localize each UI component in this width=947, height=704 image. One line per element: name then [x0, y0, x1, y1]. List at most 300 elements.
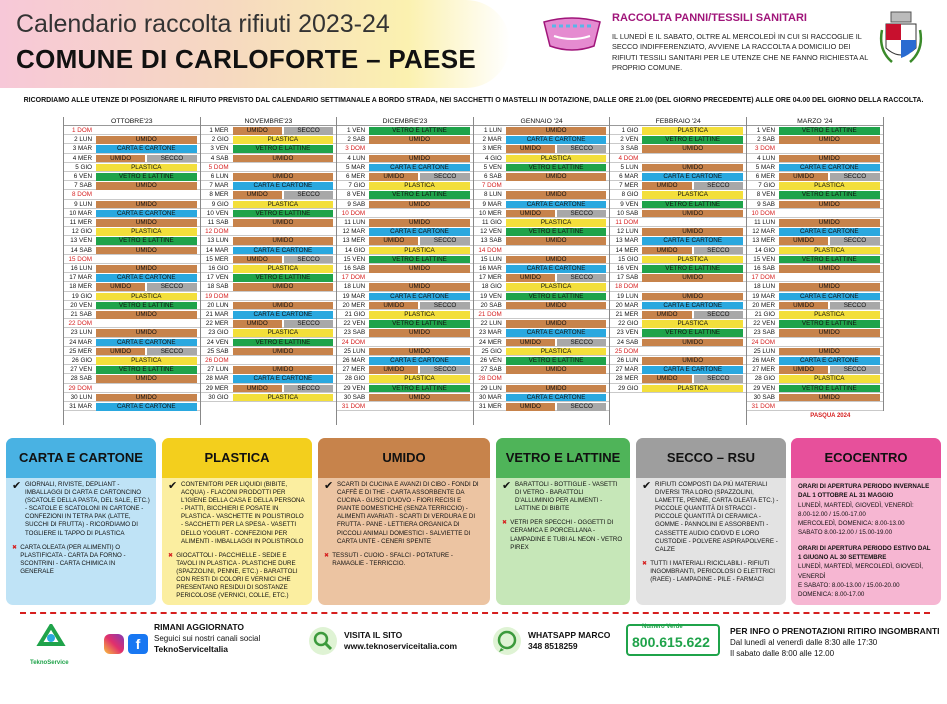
umido-pickup: UMIDO: [233, 366, 334, 374]
day-label: 2 VEN: [620, 136, 639, 144]
day-label: 20 MAR: [615, 301, 639, 309]
plastica-pickup: PLASTICA: [506, 348, 607, 356]
secco-pickup: SECCO: [557, 210, 606, 218]
carta-pickup: CARTA E CARTONE: [96, 274, 197, 282]
day-label: 10 DOM: [341, 209, 366, 217]
umido-pickup: UMIDO: [369, 394, 470, 402]
day-label: 12 DOM: [205, 228, 229, 236]
day-row: [747, 200, 884, 209]
social-handle[interactable]: TeknoServiceItalia: [154, 644, 229, 654]
umido-pickup: UMIDO: [779, 219, 880, 227]
umido-pickup: UMIDO: [96, 394, 197, 402]
umido-pickup: UMIDO: [779, 394, 880, 402]
day-label: 12 VEN: [480, 228, 502, 236]
panni-title: RACCOLTA PANNI/TESSILI SANITARI: [612, 12, 807, 24]
carta-pickup: CARTA E CARTONE: [506, 329, 607, 337]
day-label: 20 SAB: [480, 301, 502, 309]
day-label: 2 SAB: [347, 136, 366, 144]
day-row: [747, 273, 884, 282]
day-row: [201, 236, 338, 245]
umido-pickup: UMIDO: [642, 339, 743, 347]
day-row: [64, 319, 201, 328]
day-label: 18 DOM: [614, 283, 639, 291]
forbidden-items: VETRI PER SPECCHI - OGGETTI DI CERAMICA E PORCELLANA - LAMPADINE E TUBI AL NEON - VETRO PIREX: [510, 519, 623, 551]
day-row: [610, 181, 747, 190]
day-label: 2 MAR: [482, 136, 502, 144]
day-row: [64, 246, 201, 255]
day-label: 25 LUN: [753, 347, 775, 355]
day-label: 22 VEN: [343, 320, 366, 328]
day-label: 28 SAB: [70, 375, 92, 383]
day-row: [474, 255, 611, 264]
panni-text: IL LUNEDÌ E IL SABATO, OLTRE AL MERCOLEDÌ IN CUI SI RACCOGLIE IL SECCO INDIFFERENZIATO, AVVIENE LA RACCOLTA A DOMICILIO DEI RIFIUTI TESSILI SANITARI PER LE UTENZE CHE NE FANNO RICHIESTA AL PROPRIO COMUNE.: [612, 32, 868, 73]
umido-pickup: UMIDO: [96, 311, 197, 319]
day-label: 1 GIO: [621, 127, 639, 134]
umido-pickup: UMIDO: [233, 155, 334, 163]
day-label: 16 SAB: [343, 265, 366, 272]
day-row: [474, 144, 611, 153]
day-row: [337, 264, 474, 273]
day-label: 27 VEN: [70, 366, 92, 374]
day-label: 27 MER: [752, 366, 775, 374]
day-label: 11 MER: [69, 219, 92, 226]
vetro-pickup: VETRO E LATTINE: [779, 385, 880, 393]
day-row: [337, 190, 474, 199]
plastica-pickup: PLASTICA: [96, 293, 197, 301]
day-label: 27 MAR: [615, 366, 639, 374]
day-row: [64, 282, 201, 291]
day-row: [64, 347, 201, 356]
day-label: 20 MER: [342, 301, 366, 309]
day-row: [610, 328, 747, 337]
day-row: [201, 273, 338, 282]
cross-icon: ✖: [502, 519, 508, 527]
winter-line: SABATO 8.00-12.00 / 15.00-19.00: [798, 529, 893, 537]
umido-pickup: UMIDO: [369, 237, 418, 245]
day-label: 9 GIO: [211, 200, 229, 208]
day-label: 23 VEN: [616, 329, 639, 337]
umido-pickup: UMIDO: [506, 366, 607, 374]
day-row: [337, 356, 474, 365]
day-label: 23 SAB: [753, 329, 775, 337]
day-row: [201, 218, 338, 227]
day-row: [201, 209, 338, 218]
day-row: [64, 255, 201, 264]
carta-pickup: CARTA E CARTONE: [779, 228, 880, 236]
day-label: 13 MAR: [615, 237, 639, 245]
day-row: [474, 218, 611, 227]
day-row: [747, 393, 884, 402]
day-row: [201, 246, 338, 255]
day-row: [610, 338, 747, 347]
day-label: 7 SAB: [74, 182, 92, 190]
day-row: [474, 154, 611, 163]
carta-pickup: CARTA E CARTONE: [369, 228, 470, 236]
secco-pickup: SECCO: [284, 191, 333, 199]
umido-pickup: UMIDO: [642, 274, 743, 282]
winter-line: LUNEDÌ, MARTEDÌ, GIOVEDÌ, VENERDÌ:: [798, 501, 914, 509]
day-row: [747, 292, 884, 301]
umido-pickup: UMIDO: [369, 201, 470, 209]
day-label: 26 LUN: [617, 357, 639, 364]
carta-pickup: CARTA E CARTONE: [642, 237, 743, 245]
day-row: [747, 384, 884, 393]
secco-pickup: SECCO: [420, 237, 469, 245]
day-row: [610, 190, 747, 199]
umido-pickup: UMIDO: [642, 375, 691, 383]
day-row: [64, 218, 201, 227]
day-label: 3 DOM: [345, 145, 366, 153]
day-label: 1 DOM: [72, 127, 92, 134]
secco-pickup: SECCO: [694, 311, 743, 319]
day-label: 17 SAB: [617, 274, 639, 282]
day-label: 12 MAR: [752, 228, 775, 236]
day-label: 14 GIO: [754, 246, 775, 254]
day-label: 3 DOM: [755, 145, 775, 153]
day-row: [64, 384, 201, 393]
winter-line: 8.00-12.00 / 15.00-17.00: [798, 510, 866, 518]
secco-pickup: SECCO: [284, 385, 333, 393]
plastica-pickup: PLASTICA: [369, 182, 470, 190]
day-label: 7 MAR: [209, 182, 229, 190]
info-line: Il sabato dalle 8:00 alle 12.00: [730, 649, 835, 658]
secco-pickup: SECCO: [147, 283, 196, 291]
day-row: [201, 374, 338, 383]
day-row: [610, 154, 747, 163]
day-label: 27 LUN: [207, 366, 229, 374]
umido-pickup: UMIDO: [506, 210, 555, 218]
footer: [0, 612, 947, 670]
secco-pickup: SECCO: [420, 173, 469, 181]
umido-pickup: UMIDO: [369, 219, 470, 227]
vetro-pickup: VETRO E LATTINE: [369, 256, 470, 264]
ecocentro-box: [791, 438, 941, 605]
day-row: [337, 181, 474, 190]
day-label: 8 VEN: [756, 191, 775, 199]
day-label: 9 SAB: [347, 200, 366, 208]
day-row: [610, 163, 747, 172]
carta-pickup: CARTA E CARTONE: [96, 145, 197, 153]
day-label: 12 MAR: [342, 228, 366, 236]
allowed-items: RIFIUTI COMPOSTI DA PIÙ MATERIALI DIVERSI TRA LORO (SPAZZOLINI, LAMETTE, PENNE, CARTA OLEATA ETC.) - PICCOLE QUANTITÀ DI STRACCI - PICCOLE QUANTITÀ DI CERAMICA - GOMME - PANNOLINI E ASSORBENTI - CASSETTE AUDIO CD/DVD E LORO CUSTODIE - POLVERE ASPIRAPOLVERE - CALZE: [655, 481, 779, 553]
day-label: 14 GIO: [344, 246, 366, 254]
day-label: 24 DOM: [751, 338, 775, 346]
diaper-icon: [540, 12, 604, 56]
umido-pickup: UMIDO: [506, 237, 607, 245]
day-row: [610, 264, 747, 273]
day-row: [474, 402, 611, 411]
umido-pickup: UMIDO: [369, 329, 470, 337]
day-row: [337, 255, 474, 264]
day-label: 6 MAR: [619, 173, 639, 180]
day-label: 22 MER: [205, 320, 229, 328]
carta-pickup: CARTA E CARTONE: [642, 366, 743, 374]
month-column: [336, 117, 473, 425]
day-row: [474, 246, 611, 255]
day-row: [747, 365, 884, 374]
umido-pickup: UMIDO: [506, 127, 607, 135]
umido-pickup: UMIDO: [642, 311, 691, 319]
day-label: 17 MAR: [69, 274, 92, 282]
day-label: 1 MER: [209, 127, 229, 134]
umido-pickup: UMIDO: [233, 191, 282, 199]
plastica-pickup: PLASTICA: [506, 155, 607, 163]
allowed-items: CONTENITORI PER LIQUIDI (BIBITE, ACQUA) - FLACONI PRODOTTI PER L'IGIENE DELLA CASA E DELLA PERSONA - PIATTI, BICCHIERI E POSATE IN PLASTICA - VASCHETTE IN POLISTIROLO - SACCHETTI PER LA SPESA - VASETTI DELLO YOGURT - CONFEZIONI PER ALIMENTI - IMBALLAGGI IN POLISTIROLO: [181, 481, 305, 545]
day-row: [201, 172, 338, 181]
umido-pickup: UMIDO: [96, 375, 197, 383]
plastica-pickup: PLASTICA: [779, 375, 880, 383]
day-label: 29 VEN: [753, 384, 775, 392]
day-row: [610, 135, 747, 144]
day-label: 4 SAB: [210, 154, 229, 162]
vetro-pickup: VETRO E LATTINE: [506, 228, 607, 236]
vetro-pickup: VETRO E LATTINE: [642, 201, 743, 209]
day-label: 9 VEN: [620, 200, 639, 208]
day-row: [201, 264, 338, 273]
day-row: [201, 126, 338, 135]
day-label: 9 MAR: [482, 200, 502, 208]
day-row: [337, 144, 474, 153]
day-row: [337, 374, 474, 383]
secco-pickup: SECCO: [147, 155, 196, 163]
day-label: 13 VEN: [70, 237, 92, 245]
instagram-icon[interactable]: [104, 634, 124, 654]
day-label: 25 SAB: [207, 347, 229, 355]
month-column: [473, 117, 610, 425]
day-label: 5 VEN: [483, 163, 502, 171]
day-row: [337, 338, 474, 347]
day-row: [64, 393, 201, 402]
day-label: 21 SAB: [70, 311, 92, 318]
vetro-pickup: VETRO E LATTINE: [506, 357, 607, 365]
day-label: 29 LUN: [480, 384, 502, 392]
day-label: 29 GIO: [618, 384, 639, 392]
day-label: 6 LUN: [210, 173, 229, 180]
plastica-pickup: PLASTICA: [642, 256, 743, 264]
site-url[interactable]: www.teknoserviceitalia.com: [344, 641, 458, 651]
day-row: [474, 356, 611, 365]
day-label: 23 GIO: [208, 329, 229, 337]
vetro-pickup: VETRO E LATTINE: [642, 265, 743, 273]
notice-text: RICORDIAMO ALLE UTENZE DI POSIZIONARE IL RIFIUTO PREVISTO DAL CALENDARIO SETTIMANALE A BORDO STRADA, NEI SACCHETTI O MASTELLI IN DOTAZIONE, DALLE ORE 21.00 (DEL GIORNO PRECEDENTE) ALLE ORE 04.00 DEL GIORNO DELLA RACCOLTA.: [23, 97, 924, 104]
day-label: 14 SAB: [70, 246, 92, 254]
umido-pickup: UMIDO: [369, 136, 470, 144]
waste-info-box: [6, 438, 156, 605]
umido-pickup: UMIDO: [506, 385, 607, 393]
umido-pickup: UMIDO: [506, 173, 607, 181]
umido-pickup: UMIDO: [506, 339, 555, 347]
day-label: 25 MER: [69, 347, 92, 355]
day-row: [201, 227, 338, 236]
month-header: NOVEMBRE'23: [201, 117, 337, 126]
day-row: [610, 227, 747, 236]
day-row: [747, 301, 884, 310]
day-row: [64, 172, 201, 181]
day-label: 5 GIO: [75, 163, 92, 171]
day-row: [610, 200, 747, 209]
day-label: 13 LUN: [207, 237, 229, 245]
day-row: [201, 163, 338, 172]
ecocentro-title: ECOCENTRO: [791, 438, 941, 478]
cross-icon: ✖: [642, 559, 648, 567]
day-row: [747, 181, 884, 190]
day-row: [747, 172, 884, 181]
day-row: [747, 236, 884, 245]
header-banner: [0, 0, 510, 88]
umido-pickup: UMIDO: [779, 283, 880, 291]
day-label: 15 LUN: [480, 255, 502, 263]
umido-pickup: UMIDO: [369, 155, 470, 163]
umido-pickup: UMIDO: [96, 155, 145, 163]
day-label: 21 GIO: [754, 311, 775, 318]
day-label: 18 GIO: [481, 283, 502, 291]
day-label: 13 SAB: [480, 237, 502, 245]
allowed-items: SCARTI DI CUCINA E AVANZI DI CIBO - FONDI DI CAFFÈ E DI THE - CARTA ASSORBENTE DA CUCINA - GUSCI D'UOVO - FIORI RECISI E PIANTE DOMESTICHE (SENZA TERRICCIO) - ALIMENTI AVARIATI - SCARTI DI VERDURA E DI FRUTTA - PANE - LETTIERA ORGANICA DI PICCOLI ANIMALI DOMESTICI - SALVIETTE DI CARTA UNTE - CENERI SPENTE: [337, 481, 479, 545]
day-row: [610, 347, 747, 356]
toll-free-number[interactable]: 800.615.622: [632, 634, 710, 650]
day-row: [747, 264, 884, 273]
page-title: Calendario raccolta rifiuti 2023-24: [16, 10, 390, 38]
day-label: 30 LUN: [70, 393, 92, 401]
day-row: [201, 338, 338, 347]
day-label: 31 MAR: [69, 403, 92, 410]
day-row: [610, 301, 747, 310]
day-label: 8 LUN: [483, 191, 502, 199]
day-row: [610, 246, 747, 255]
day-label: 28 GIO: [754, 375, 775, 383]
umido-pickup: UMIDO: [96, 182, 197, 190]
carta-pickup: CARTA E CARTONE: [779, 357, 880, 365]
day-label: 24 VEN: [206, 338, 229, 346]
day-label: 23 SAB: [343, 329, 366, 337]
day-row: [201, 144, 338, 153]
easter-note: PASQUA 2024: [810, 413, 851, 420]
day-row: [474, 384, 611, 393]
day-label: 26 MAR: [342, 357, 366, 364]
day-label: 5 MAR: [345, 163, 366, 171]
whatsapp-number[interactable]: 348 8518259: [528, 641, 578, 651]
facebook-icon[interactable]: f: [128, 634, 148, 654]
vetro-pickup: VETRO E LATTINE: [779, 256, 880, 264]
day-row: [337, 200, 474, 209]
allowed-items: BARATTOLI - BOTTIGLIE - VASETTI DI VETRO - BARATTOLI D'ALLUMINIO PER ALIMENTI - LATTINE DI BIBITE: [515, 481, 618, 513]
day-row: [474, 393, 611, 402]
day-label: 10 VEN: [206, 209, 229, 217]
day-row: [337, 126, 474, 135]
day-row: [337, 328, 474, 337]
day-label: 15 MER: [205, 255, 229, 263]
day-label: 30 SAB: [343, 393, 366, 401]
secco-pickup: SECCO: [420, 302, 469, 310]
site-block: [344, 630, 457, 676]
check-icon: ✔: [502, 480, 512, 492]
day-row: [610, 310, 747, 319]
day-row: [337, 347, 474, 356]
umido-pickup: UMIDO: [506, 274, 555, 282]
umido-pickup: UMIDO: [779, 201, 880, 209]
day-row: [64, 264, 201, 273]
vetro-pickup: VETRO E LATTINE: [96, 173, 197, 181]
day-label: 27 MER: [342, 366, 366, 374]
day-label: 6 VEN: [73, 173, 92, 180]
day-row: [64, 292, 201, 301]
day-row: [64, 338, 201, 347]
day-label: 22 VEN: [753, 320, 775, 328]
vetro-pickup: VETRO E LATTINE: [779, 127, 880, 135]
carta-pickup: CARTA E CARTONE: [369, 293, 470, 301]
winter-title: ORARI DI APERTURA PERIODO INVERNALE DAL 1 OTTOBRE AL 31 MAGGIO: [798, 483, 930, 500]
day-label: 15 VEN: [343, 255, 366, 263]
day-label: 28 DOM: [478, 375, 502, 383]
day-row: [474, 292, 611, 301]
day-label: 7 MER: [619, 182, 639, 190]
day-label: 16 VEN: [616, 265, 639, 272]
umido-pickup: UMIDO: [642, 293, 743, 301]
day-row: [337, 227, 474, 236]
umido-pickup: UMIDO: [96, 283, 145, 291]
day-row: [337, 301, 474, 310]
day-row: [610, 292, 747, 301]
day-label: 31 DOM: [751, 403, 775, 410]
day-row: [474, 264, 611, 273]
umido-pickup: UMIDO: [233, 385, 282, 393]
day-row: [747, 126, 884, 135]
day-row: [201, 328, 338, 337]
umido-pickup: UMIDO: [96, 201, 197, 209]
day-row: [201, 200, 338, 209]
umido-pickup: UMIDO: [506, 320, 607, 328]
vetro-pickup: VETRO E LATTINE: [233, 274, 334, 282]
secco-pickup: SECCO: [284, 320, 333, 328]
day-label: 28 MAR: [205, 375, 229, 383]
umido-pickup: UMIDO: [233, 302, 334, 310]
plastica-pickup: PLASTICA: [96, 228, 197, 236]
day-row: [64, 144, 201, 153]
allowed-items: GIORNALI, RIVISTE, DEPLIANT - IMBALLAGGI DI CARTA E CARTONCINO (SCATOLE DELLA PASTA, DEL SALE, ETC.) - SCATOLE E SCATOLONI IN CARTONE - CONFEZIONI IN TETRA PAK (LATTE, SUCCHI DI FRUTTA) - RICORDIAMO DI TOGLIERE IL TAPPO DI PLASTICA: [25, 481, 150, 537]
month-column: [200, 117, 337, 425]
plastica-pickup: PLASTICA: [642, 385, 743, 393]
vetro-pickup: VETRO E LATTINE: [642, 329, 743, 337]
day-row: [747, 255, 884, 264]
day-label: 26 GIO: [71, 357, 92, 364]
umido-pickup: UMIDO: [779, 348, 880, 356]
plastica-pickup: PLASTICA: [779, 247, 880, 255]
secco-pickup: SECCO: [147, 348, 196, 356]
day-row: [747, 282, 884, 291]
month-column: [609, 117, 746, 425]
secco-pickup: SECCO: [557, 145, 606, 153]
day-row: [474, 135, 611, 144]
day-row: [474, 236, 611, 245]
social-heading: RIMANI AGGIORNATO: [154, 622, 245, 632]
site-heading: VISITA IL SITO: [344, 630, 403, 640]
day-label: 3 VEN: [210, 145, 229, 153]
secco-pickup: SECCO: [694, 375, 743, 383]
day-label: 20 LUN: [207, 301, 229, 309]
day-row: [64, 163, 201, 172]
day-row: [474, 319, 611, 328]
month-header: MARZO '24: [747, 117, 883, 126]
carta-pickup: CARTA E CARTONE: [506, 201, 607, 209]
cross-icon: ✖: [324, 551, 330, 559]
whatsapp-icon: [492, 626, 522, 656]
umido-pickup: UMIDO: [369, 265, 470, 273]
day-row: [610, 209, 747, 218]
plastica-pickup: PLASTICA: [779, 311, 880, 319]
day-label: 1 VEN: [346, 127, 366, 134]
whatsapp-block: [528, 630, 610, 676]
umido-pickup: UMIDO: [369, 348, 470, 356]
